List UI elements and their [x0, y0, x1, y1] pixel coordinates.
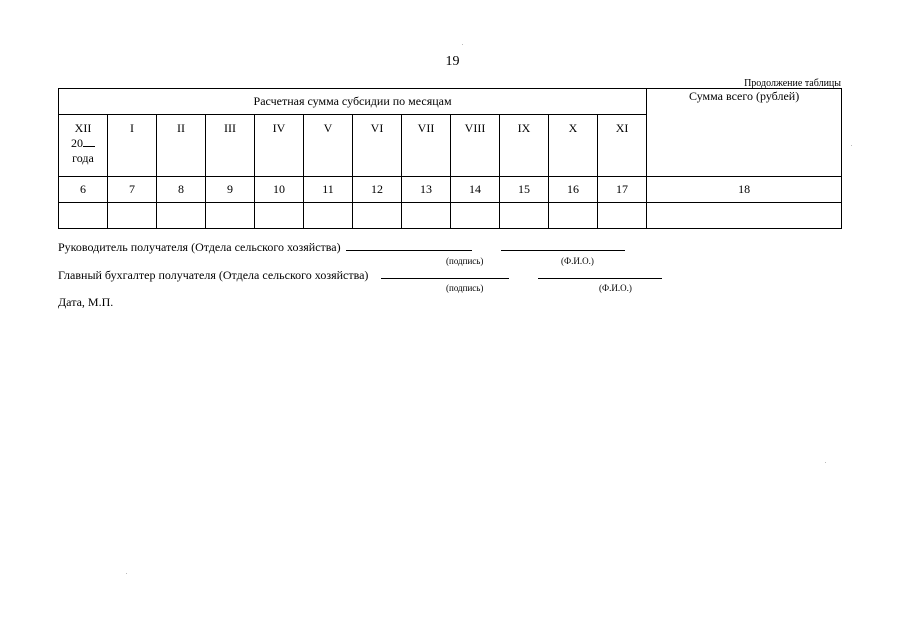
empty-cell	[500, 203, 549, 229]
month-cell: I	[108, 115, 157, 177]
page-number: 19	[445, 54, 460, 69]
continuation-label: Продолжение таблицы	[744, 78, 841, 89]
accountant-signature-line	[381, 278, 509, 279]
head-signature-label: Руководитель получателя (Отдела сельского хозяйства)	[58, 240, 341, 254]
empty-cell	[157, 203, 206, 229]
column-number: 15	[500, 177, 549, 203]
head-signature-row	[58, 240, 625, 255]
month-cell: IV	[255, 115, 304, 177]
empty-cell	[451, 203, 500, 229]
scan-speck	[851, 145, 852, 146]
month-xii-year	[59, 136, 107, 151]
empty-data-row	[59, 203, 842, 229]
empty-cell	[59, 203, 108, 229]
scan-speck	[825, 462, 826, 463]
head-signature-line	[346, 250, 472, 251]
empty-cell	[206, 203, 255, 229]
month-xii-label: XII	[74, 121, 92, 135]
column-number: 16	[549, 177, 598, 203]
accountant-name-line	[538, 278, 662, 279]
column-number: 11	[304, 177, 353, 203]
scan-speck	[126, 573, 127, 574]
month-cell: XI	[598, 115, 647, 177]
column-number: 14	[451, 177, 500, 203]
empty-cell	[647, 203, 842, 229]
column-number: 13	[402, 177, 451, 203]
month-xii-suffix: года	[72, 151, 94, 165]
accountant-signature-row	[58, 268, 662, 283]
column-number: 17	[598, 177, 647, 203]
accountant-signature-label: Главный бухгалтер получателя (Отдела сельского хозяйства)	[58, 268, 369, 282]
column-number: 9	[206, 177, 255, 203]
head-name-line	[501, 250, 625, 251]
month-cell: VIII	[451, 115, 500, 177]
column-number: 6	[59, 177, 108, 203]
head-name-caption: (Ф.И.О.)	[561, 256, 594, 266]
date-stamp-label: Дата, М.П.	[58, 295, 114, 309]
empty-cell	[402, 203, 451, 229]
month-cell: IX	[500, 115, 549, 177]
column-number: 18	[647, 177, 842, 203]
column-number: 12	[353, 177, 402, 203]
head-signature-caption: (подпись)	[446, 256, 484, 266]
empty-cell	[255, 203, 304, 229]
month-cell: II	[157, 115, 206, 177]
month-cell: VI	[353, 115, 402, 177]
header-months: Расчетная сумма субсидии по месяцам	[59, 89, 647, 115]
column-number: 8	[157, 177, 206, 203]
month-cell: III	[206, 115, 255, 177]
month-xii-year-prefix: 20	[71, 136, 83, 150]
month-cell: X	[549, 115, 598, 177]
accountant-signature-caption: (подпись)	[446, 283, 484, 293]
month-cell: V	[304, 115, 353, 177]
subsidy-table	[58, 88, 842, 229]
header-total: Сумма всего (рублей)	[647, 89, 842, 177]
empty-cell	[304, 203, 353, 229]
month-cell: VII	[402, 115, 451, 177]
month-cell-xii	[59, 115, 108, 177]
column-number: 10	[255, 177, 304, 203]
column-number-row	[59, 177, 842, 203]
empty-cell	[549, 203, 598, 229]
empty-cell	[353, 203, 402, 229]
column-number: 7	[108, 177, 157, 203]
scan-speck	[462, 44, 463, 45]
empty-cell	[108, 203, 157, 229]
accountant-name-caption: (Ф.И.О.)	[599, 283, 632, 293]
empty-cell	[598, 203, 647, 229]
